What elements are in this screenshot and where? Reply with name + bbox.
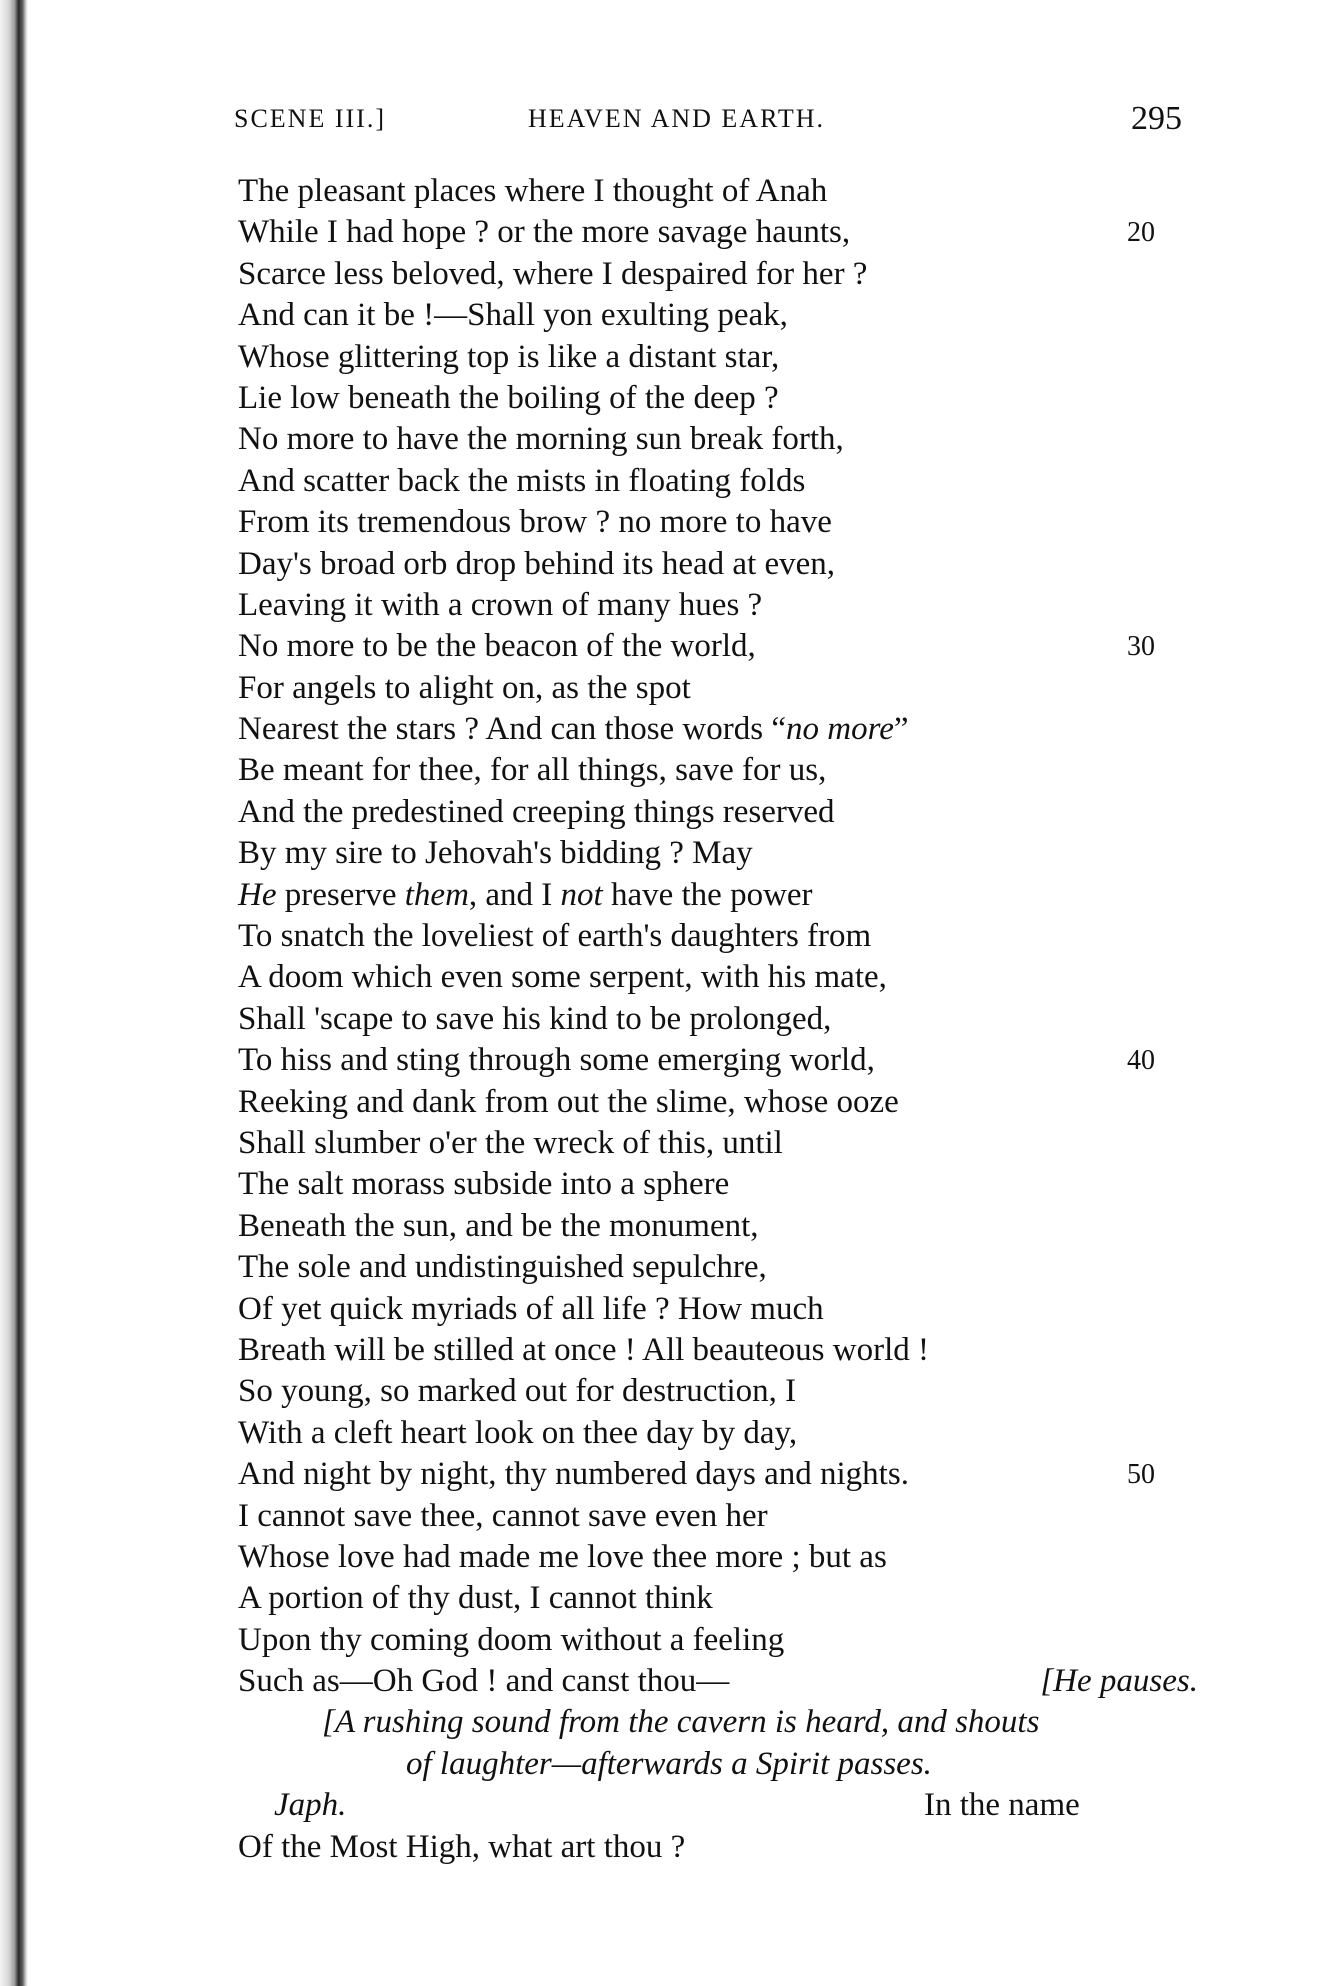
verse-line: Such as—Oh God ! and canst thou— [He pauses. (238, 1661, 1198, 1702)
book-title: HEAVEN AND EARTH. (528, 104, 826, 133)
verse-line: Shall slumber o'er the wreck of this, until (238, 1124, 783, 1161)
running-header (234, 100, 1182, 148)
verse-line: Lie low beneath the boiling of the deep ? (238, 379, 779, 416)
verse-line: From its tremendous brow ? no more to have (238, 504, 832, 541)
verse-line: To snatch the loveliest of earth's daughters from (238, 918, 872, 955)
stage-direction: of laughter—afterwards a Spirit passes. (406, 1745, 932, 1782)
italic-word: not (560, 876, 603, 913)
verse-line: And the predestined creeping things reserved (238, 793, 835, 830)
verse-line: With a cleft heart look on thee day by day, (238, 1414, 798, 1451)
verse-line: No more to have the morning sun break forth, (238, 421, 844, 458)
line-number: 20 (1127, 217, 1155, 249)
verse-line: And scatter back the mists in floating folds (238, 462, 806, 499)
verse-text (238, 171, 1198, 1868)
verse-line: A doom which even some serpent, with his mate, (238, 959, 887, 996)
verse-line: A portion of thy dust, I cannot think (238, 1580, 713, 1617)
stage-direction-inline: [He pauses. (1040, 1663, 1198, 1700)
verse-line: To hiss and sting through some emerging world, 40 (238, 1040, 1198, 1081)
line-number: 30 (1127, 631, 1155, 663)
verse-line: Of the Most High, what art thou ? (238, 1828, 686, 1865)
verse-line: Whose glittering top is like a distant star, (238, 338, 780, 375)
verse-continuation: In the name (924, 1787, 1080, 1824)
verse-line: Leaving it with a crown of many hues ? (238, 586, 763, 623)
speaker-line (238, 1785, 1198, 1826)
italic-word: them (404, 876, 469, 913)
verse-line: Upon thy coming doom without a feeling (238, 1621, 785, 1658)
verse-line: I cannot save thee, cannot save even her (238, 1497, 768, 1534)
verse-line: The sole and undistinguished sepulchre, (238, 1249, 767, 1286)
verse-line: The salt morass subside into a sphere (238, 1166, 730, 1203)
scene-label: SCENE III.] (234, 104, 386, 133)
italic-word: He (238, 876, 277, 913)
verse-line: And night by night, thy numbered days and nights. 50 (238, 1454, 1198, 1495)
verse-line: Breath will be stilled at once ! All beauteous world ! (238, 1331, 929, 1368)
verse-line: For angels to alight on, as the spot (238, 669, 691, 706)
verse-line: He preserve them, and I not have the power (238, 876, 813, 913)
binding-edge (0, 0, 28, 1986)
verse-line: Be meant for thee, for all things, save for us, (238, 752, 827, 789)
verse-line: And can it be !—Shall yon exulting peak, (238, 297, 788, 334)
line-number: 50 (1127, 1459, 1155, 1491)
verse-line: Day's broad orb drop behind its head at even, (238, 545, 836, 582)
verse-line: While I had hope ? or the more savage haunts, 20 (238, 212, 1198, 253)
verse-line: Whose love had made me love thee more ; but as (238, 1538, 887, 1575)
speaker-name: Japh. (274, 1787, 347, 1824)
verse-line: Of yet quick myriads of all life ? How much (238, 1290, 824, 1327)
verse-line: Beneath the sun, and be the monument, (238, 1207, 759, 1244)
verse-line: The pleasant places where I thought of Anah (238, 173, 828, 209)
verse-line: Reeking and dank from out the slime, whose ooze (238, 1083, 899, 1120)
italic-phrase: no more (786, 711, 894, 748)
stage-direction: [A rushing sound from the cavern is heard, and shouts (322, 1704, 1040, 1741)
line-number: 40 (1127, 1045, 1155, 1077)
verse-line: Nearest the stars ? And can those words “no more” (238, 711, 909, 748)
page-number: 295 (1131, 100, 1182, 137)
verse-line: No more to be the beacon of the world, 30 (238, 626, 1198, 667)
verse-line: So young, so marked out for destruction, I (238, 1373, 797, 1410)
verse-line: Shall 'scape to save his kind to be prolonged, (238, 1000, 832, 1037)
verse-line: Scarce less beloved, where I despaired for her ? (238, 255, 868, 292)
verse-line: By my sire to Jehovah's bidding ? May (238, 835, 753, 872)
